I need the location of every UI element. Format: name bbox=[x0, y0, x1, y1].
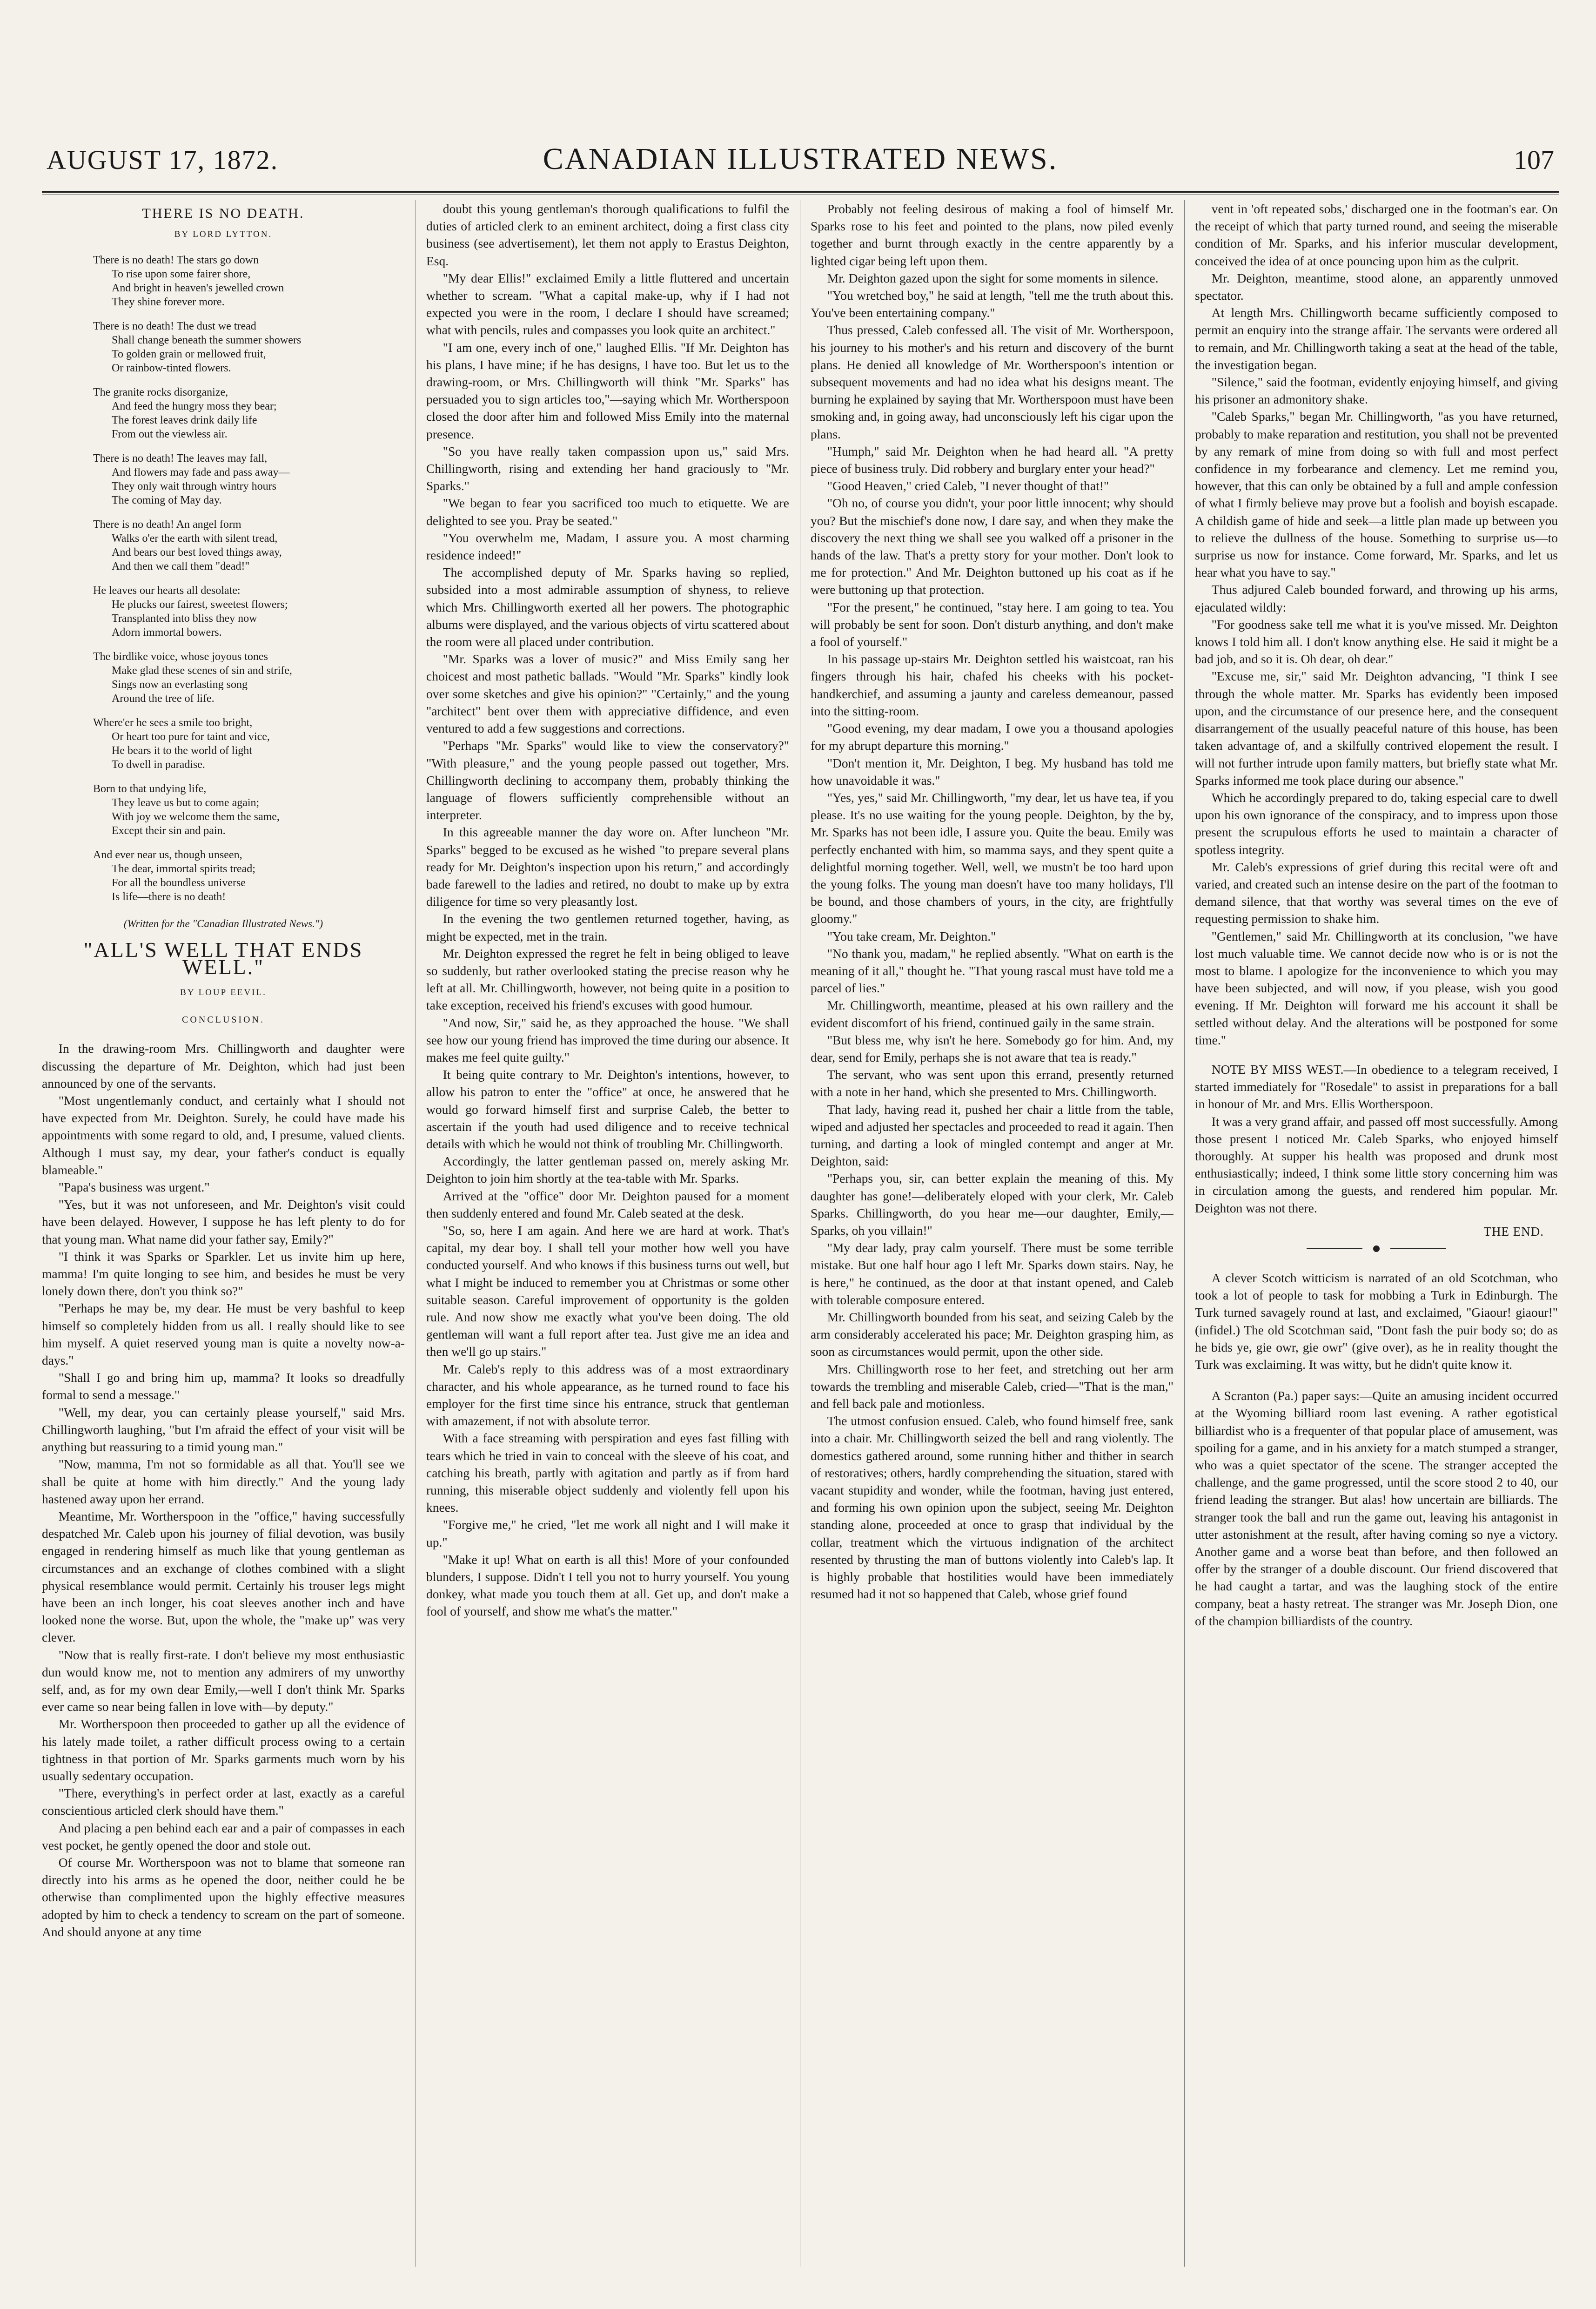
article-paragraph: That lady, having read it, pushed her chair a little from the table, wiped and adjusted her spectacles and proceeded to read it again. Then turning, and darting a look of mingled contempt and anger at Mr. Deighton, said: bbox=[811, 1102, 1174, 1169]
article-paragraph: "You overwhelm me, Madam, I assure you. A most charming residence indeed!" bbox=[426, 530, 789, 563]
article-paragraph: "For the present," he continued, "stay here. I am going to tea. You will probably be sent for soon. Don't disturb anything, and don't make a fool of yourself." bbox=[811, 599, 1174, 649]
article-paragraph: "We began to fear you sacrificed too much to etiquette. We are delighted to see you. Pray be seated." bbox=[426, 496, 789, 528]
poem-line: Walks o'er the earth with silent tread, bbox=[112, 532, 278, 545]
page-number: 107 bbox=[1514, 145, 1554, 175]
poem-line: The forest leaves drink daily life bbox=[112, 414, 257, 427]
poem-line: With joy we welcome them the same, bbox=[112, 811, 280, 823]
poem-line: Except their sin and pain. bbox=[112, 825, 226, 837]
poem-line: Adorn immortal bowers. bbox=[112, 626, 222, 639]
article-paragraph: "There, everything's in perfect order at last, exactly as a careful conscientious articled clerk should have them." bbox=[42, 1786, 405, 1818]
poem-stanza bbox=[93, 650, 405, 706]
article-paragraph: NOTE BY MISS WEST.—In obedience to a telegram received, I started immediately for "Rosedale" to assist in preparations for a ball in honour of Mr. and Mrs. Ellis Wortherspoon. bbox=[1195, 1062, 1558, 1111]
article-paragraph: "Yes, but it was not unforeseen, and Mr. Deighton's visit could have been delayed. However, I suppose he has left plenty to do for that young man. What name did your father say, Emily?" bbox=[42, 1197, 405, 1246]
poem-line: They shine forever more. bbox=[112, 296, 225, 309]
article-paragraph: vent in 'oft repeated sobs,' discharged one in the footman's ear. On the receipt of which that party turned round, and seeing the miserable condition of Mr. Sparks, and his inferior muscular development, conceived the idea of at once pouncing upon him as the culprit. bbox=[1195, 202, 1558, 268]
article-paragraph: "Make it up! What on earth is all this! More of your confounded blunders, I suppose. Didn't I tell you not to hurry yourself. You young donkey, what made you touch them at all. Get up, and don't make a fool of yourself, and show me what's the matter." bbox=[426, 1552, 789, 1619]
poem-line: The dear, immortal spirits tread; bbox=[112, 863, 255, 875]
article-paragraph: Mr. Deighton expressed the regret he felt in being obliged to leave so suddenly, but rather overlooked stating the precise reason why he left at all. Mr. Chillingworth, however, not being quite in a position to take exception, received his friend's excuses with good humour. bbox=[426, 946, 789, 1013]
poem-line: For all the boundless universe bbox=[112, 877, 246, 889]
article-paragraph: "No thank you, madam," he replied absently. "What on earth is the meaning of it all," thought he. "That young rascal must have told me a parcel of lies." bbox=[811, 946, 1174, 996]
poem-line: Or heart too pure for taint and vice, bbox=[112, 731, 270, 743]
article-paragraph: "You take cream, Mr. Deighton." bbox=[827, 929, 996, 943]
poem-line: To golden grain or mellowed fruit, bbox=[112, 348, 266, 361]
article-paragraph: "Papa's business was urgent." bbox=[58, 1180, 210, 1195]
poem-stanza bbox=[93, 385, 405, 441]
poem-line: To dwell in paradise. bbox=[112, 759, 205, 771]
article-paragraph: And placing a pen behind each ear and a pair of compasses in each vest pocket, he gently opened the door and stole out. bbox=[42, 1820, 405, 1852]
article-paragraph: "So you have really taken compassion upon us," said Mrs. Chillingworth, rising and extending her hand graciously to "Mr. Sparks." bbox=[426, 444, 789, 493]
newspaper-title: CANADIAN ILLUSTRATED NEWS. bbox=[543, 142, 1058, 176]
poem-stanza bbox=[93, 848, 405, 904]
article-paragraph: In his passage up-stairs Mr. Deighton settled his waistcoat, ran his fingers through his hair, chafed his cheeks with his pocket-handkerchief, and assuming a jaunty and careless demeanour, passed into the sitting-room. bbox=[811, 652, 1174, 718]
poem-line: Or rainbow-tinted flowers. bbox=[112, 362, 231, 375]
column-4 bbox=[1195, 200, 1558, 2267]
article-paragraph: "Oh no, of course you didn't, your poor little innocent; why should you? But the mischief's done now, I dare say, and when they make the discovery the next thing we shall see you walked off a prisoner in the hands of the law. That's a pretty story for your mother. Don't look to me for protection." And Mr. Deighton buttoned up his coat as if he were buttoning up that protection. bbox=[811, 496, 1174, 597]
poem-line: He plucks our fairest, sweetest flowers; bbox=[112, 599, 288, 611]
article-paragraph: The utmost confusion ensued. Caleb, who found himself free, sank into a chair. Mr. Chillingworth seized the bell and rang violently. The domestics gathered around, some running hither and thither in search of restoratives; others, hardly comprehending the situation, stared with vacant stupidity and wonder, while the footman, having just entered, and forming his own opinion upon the subject, seeing Mr. Deighton standing alone, proceeded at once to grasp that individual by the collar, treatment which the virtuous indignation of the architect resented by thrusting the man of buttons violently into Caleb's lap. It is highly probable that hostilities would have been immediately resumed had it not so happened that Caleb, whose grief found bbox=[811, 1414, 1174, 1602]
poem-line: Transplanted into bliss they now bbox=[112, 613, 257, 625]
article-paragraph: With a face streaming with perspiration and eyes fast filling with tears which he tried in vain to conceal with the sleeve of his coat, and catching his breath, partly with agitation and partly as if from hard running, this miserable object suddenly and violently fell upon his knees. bbox=[426, 1431, 789, 1515]
article-paragraph: "But bless me, why isn't he here. Somebody go for him. And, my dear, send for Emily, perhaps she is not aware that tea is ready." bbox=[811, 1032, 1174, 1064]
poem-stanza bbox=[93, 253, 405, 309]
the-end-label: THE END. bbox=[1483, 1224, 1544, 1239]
article-paragraph: "Forgive me," he cried, "let me work all night and I will make it up." bbox=[426, 1517, 789, 1549]
poem-line: And ever near us, though unseen, bbox=[93, 849, 242, 862]
poem-line: Shall change beneath the summer showers bbox=[112, 334, 302, 347]
story-chapter: CONCLUSION. bbox=[182, 1015, 265, 1025]
poem-line: They only wait through wintry hours bbox=[112, 480, 276, 493]
poem-line: Is life—there is no death! bbox=[112, 891, 226, 903]
article-paragraph: "For goodness sake tell me what it is you've missed. Mr. Deighton knows I told him all. I don't know anything else. He said it might be a bad job, and so it is. Oh dear, oh dear." bbox=[1195, 617, 1558, 666]
article-paragraph: The servant, who was sent upon this errand, presently returned with a note in her hand, which she presented to Mrs. Chillingworth. bbox=[811, 1067, 1174, 1099]
article-paragraph: In the drawing-room Mrs. Chillingworth and daughter were discussing the departure of Mr. Deighton, which had just been announced by one of the servants. bbox=[42, 1041, 405, 1091]
poem-line: There is no death! The dust we tread bbox=[93, 320, 256, 333]
article-paragraph: It was a very grand affair, and passed off most successfully. Among those present I noticed Mr. Caleb Sparks, who enjoyed himself thoroughly. At supper his health was proposed and drunk most enthusiastically; indeed, I think some little story concerning him was in circulation among the guests, and rendered him popular. Mr. Deighton was not there. bbox=[1195, 1114, 1558, 1215]
poem-line: There is no death! The stars go down bbox=[93, 254, 259, 267]
article-paragraph: Mr. Deighton, meantime, stood alone, an apparently unmoved spectator. bbox=[1195, 270, 1558, 303]
article-paragraph: Thus adjured Caleb bounded forward, and throwing up his arms, ejaculated wildly: bbox=[1195, 582, 1558, 614]
article-paragraph: doubt this young gentleman's thorough qualifications to fulfil the duties of articled clerk to an eminent architect, doing a first class city business (see advertisement), let them not apply to Erastus Deighton, Esq. bbox=[426, 202, 789, 268]
article-paragraph: At length Mrs. Chillingworth became sufficiently composed to permit an enquiry into the strange affair. The servants were ordered all to remain, and Mr. Chillingworth taking a seat at the head of the table, the investigation began. bbox=[1195, 305, 1558, 372]
column-2-text bbox=[426, 200, 789, 1620]
poem-title: THERE IS NO DEATH. bbox=[142, 206, 305, 221]
article-paragraph: Meantime, Mr. Wortherspoon in the "office," having successfully despatched Mr. Caleb upon his journey of filial devotion, was busily engaged in rendering himself as much like that young gentleman as circumstances and an exchange of clothes combined with a slight physical resemblance would permit. Certainly his trouser legs might have been an inch longer, his coat sleeves another inch and have looked none the worse. But, upon the whole, the "make up" was very clever. bbox=[42, 1508, 405, 1645]
article-paragraph: "Gentlemen," said Mr. Chillingworth at its conclusion, "we have lost much valuable time. We cannot decide now who is or is not the most to blame. I apologize for the inconvenience to which you may have been subjected, and will now, if you please, wish you good evening. If Mr. Deighton will forward me his account it shall be settled without delay. And the alterations will be postponed for some time." bbox=[1195, 929, 1558, 1047]
article-paragraph: "Good evening, my dear madam, I owe you a thousand apologies for my abrupt departure this morning." bbox=[811, 721, 1174, 753]
poem-stanza bbox=[93, 451, 405, 507]
article-paragraph: Mr. Chillingworth, meantime, pleased at his own raillery and the evident discomfort of his friend, continued gaily in the same strain. bbox=[811, 998, 1174, 1030]
poem-line: And feed the hungry moss they bear; bbox=[112, 400, 277, 413]
poem-line: Around the tree of life. bbox=[112, 693, 215, 705]
article-paragraph: Accordingly, the latter gentleman passed on, merely asking Mr. Deighton to join him shortly at the tea-table with Mr. Sparks. bbox=[426, 1154, 789, 1186]
poem-byline: BY LORD LYTTON. bbox=[174, 229, 273, 240]
article-paragraph: Arrived at the "office" door Mr. Deighton paused for a moment then suddenly entered and found Mr. Caleb seated at the desk. bbox=[426, 1188, 789, 1220]
poem-line: He bears it to the world of light bbox=[112, 745, 252, 757]
article-paragraph: Mr. Caleb's expressions of grief during this recital were oft and varied, and created such an intense desire on the part of the footman to demand silence, that that worthy was several times on the eve of requesting permission to shake him. bbox=[1195, 859, 1558, 926]
poem-line: And then we call them "dead!" bbox=[112, 560, 250, 573]
article-paragraph: "Most ungentlemanly conduct, and certainly what I should not have expected from Mr. Deighton. Surely, he could have made his appointments with some regard to old, and, I presume, valued clients. Although I must say, my dear, your father's conduct is equally blameable." bbox=[42, 1093, 405, 1177]
poem-line: The granite rocks disorganize, bbox=[93, 386, 228, 399]
masthead bbox=[42, 140, 1559, 193]
column-3-text bbox=[811, 200, 1174, 1602]
article-paragraph: Mrs. Chillingworth rose to her feet, and stretching out her arm towards the trembling and miserable Caleb, cried—"That is the man," and fell back pale and motionless. bbox=[811, 1361, 1174, 1411]
article-paragraph: The accomplished deputy of Mr. Sparks having so replied, subsided into a most admirable assumption of shyness, to relieve which Mrs. Chillingworth exerted all her powers. The photographic albums were displayed, and the various objects of virtu scattered about the room were all placed under contribution. bbox=[426, 565, 789, 649]
article-paragraph: In this agreeable manner the day wore on. After luncheon "Mr. Sparks" begged to be excused as he wished "to prepare several plans ready for Mr. Deighton's inspection upon his return," and accordingly bade farewell to the ladies and retired, no doubt to make up by extra diligence for time so very pleasantly lost. bbox=[426, 825, 789, 909]
article-paragraph: "Perhaps "Mr. Sparks" would like to view the conservatory?" "With pleasure," and the young people passed out together, Mrs. Chillingworth declining to accompany them, probably thinking the language of flowers sufficiently comprehensible without an interpreter. bbox=[426, 738, 789, 822]
poem-line: There is no death! An angel form bbox=[93, 518, 241, 531]
poem-line: Born to that undying life, bbox=[93, 783, 207, 795]
article-paragraph: Which he accordingly prepared to do, taking especial care to dwell upon his own ignorance of the conspiracy, and to impress upon those present the scrupulous efforts he used to maintain a character of spotless integrity. bbox=[1195, 790, 1558, 857]
ornament-divider bbox=[1195, 1244, 1558, 1253]
poem-line: The birdlike voice, whose joyous tones bbox=[93, 651, 268, 663]
column-4-text bbox=[1195, 200, 1558, 1629]
article-paragraph: A Scranton (Pa.) paper says:—Quite an amusing incident occurred at the Wyoming billiard room last evening. A rather egotistical billiardist who is a frequenter of that popular place of amusement, was spoiling for a game, and in his anxiety for a match stumped a stranger, who was a quiet spectator of the scene. The stranger accepted the challenge, and the game progressed, until the score stood 2 to 40, our friend leading the stranger. But alas! how uncertain are billiards. The stranger took the ball and run the game out, leaving his antagonist in utter astonishment at the result, after having coming so nye a victory. Another game and a worse beat than before, and then followed an offer by the stranger of a double discount. Our friend discovered that he had caught a tartar, and was the laughing stock of the entire company, beat a hasty retreat. The stranger was Mr. Joseph Dion, one of the champion billiardists of the country. bbox=[1195, 1388, 1558, 1628]
article-paragraph: "Humph," said Mr. Deighton when he had heard all. "A pretty piece of business truly. Did robbery and burglary enter your head?" bbox=[811, 444, 1174, 476]
poem-stanza bbox=[93, 518, 405, 573]
story-byline: BY LOUP EEVIL. bbox=[180, 988, 267, 998]
article-paragraph: "Don't mention it, Mr. Deighton, I beg. My husband has told me how unavoidable it was." bbox=[811, 755, 1174, 788]
column-divider bbox=[1184, 200, 1185, 2267]
poem-line: They leave us but to come again; bbox=[112, 797, 260, 809]
article-paragraph: "Now, mamma, I'm not so formidable as all that. You'll see we shall be quite at home with him directly." And the young lady hastened away upon her errand. bbox=[42, 1457, 405, 1506]
article-paragraph: "Perhaps you, sir, can better explain the meaning of this. My daughter has gone!—deliberately eloped with your clerk, Mr. Caleb Sparks. Chillingworth, do you hear me—our daughter, Emily,—Sparks, oh you villain!" bbox=[811, 1171, 1174, 1238]
article-paragraph: Probably not feeling desirous of making a fool of himself Mr. Sparks rose to his feet and pointed to the plans, now piled evenly together and burnt through exactly in the centre apparently by a lighted cigar being left upon them. bbox=[811, 202, 1174, 268]
article-paragraph: In the evening the two gentlemen returned together, having, as might be expected, met in the train. bbox=[426, 911, 789, 943]
poem-stanza bbox=[93, 782, 405, 838]
article-paragraph: A clever Scotch witticism is narrated of an old Scotchman, who took a lot of people to task for mobbing a Turk in Edinburgh. The Turk turned savagely round at last, and exclaimed, "Giaour! giaour!" (infidel.) The old Scotchman said, "Dont fash the puir body so; do as he bids ye, gie owr, gie owr" (give over), as he in reality thought the Turk was exclaiming. It was witty, but he didn't quite know it. bbox=[1195, 1270, 1558, 1372]
story-dedication: (Written for the "Canadian Illustrated News.") bbox=[123, 918, 323, 930]
poem-line: To rise upon some fairer shore, bbox=[112, 268, 251, 281]
article-paragraph: Thus pressed, Caleb confessed all. The visit of Mr. Wortherspoon, his journey to his mother's and his return and discovery of the burnt plans. He denied all knowledge of Mr. Wortherspoon's intention or subsequent movements and had no idea what his designs meant. The burning he explained by saying that Mr. Wortherspoon must have been smoking and, in going away, had unconsciously left his cigar upon the plans. bbox=[811, 323, 1174, 441]
article-paragraph: "Mr. Sparks was a lover of music?" and Miss Emily sang her choicest and most pathetic ballads. "Would "Mr. Sparks" kindly look over some sketches and give his opinion?" "Certainly," and the young "architect" bent over them with appreciative diffidence, and even ventured to add a few suggestions and corrections. bbox=[426, 652, 789, 736]
article-paragraph: Of course Mr. Wortherspoon was not to blame that someone ran directly into his arms as he opened the door, neither could he be otherwise than complimented upon the highly effective measures adopted by him to check a tendency to scream on the part of someone. And should anyone at any time bbox=[42, 1855, 405, 1939]
poem-line: The coming of May day. bbox=[112, 494, 222, 507]
poem-line: Sings now an everlasting song bbox=[112, 679, 248, 691]
poem-line: From out the viewless air. bbox=[112, 428, 228, 441]
article-paragraph: "Shall I go and bring him up, mamma? It looks so dreadfully formal to send a message." bbox=[42, 1370, 405, 1402]
poem-line: And flowers may fade and pass away— bbox=[112, 466, 290, 479]
page-columns bbox=[42, 200, 1559, 2267]
article-paragraph: "Perhaps he may be, my dear. He must be very bashful to keep himself so completely hidden from us all. I really should like to see him myself. A quiet reserved young man is quite a novelty now-a-days." bbox=[42, 1301, 405, 1368]
article-paragraph: Mr. Chillingworth bounded from his seat, and seizing Caleb by the arm considerably accelerated his pace; Mr. Deighton grasping him, as soon as circumstances would permit, upon the other side. bbox=[811, 1310, 1174, 1359]
article-paragraph: "So, so, here I am again. And here we are hard at work. That's capital, my dear boy. I shall tell your mother how well you have conducted yourself. And who knows if this business turns out well, but what I might be induced to remember you at Christmas or some other suitable season. Careful improvement of opportunity is the golden rule. And now show me exactly what you've been doing. The old gentleman will want a full report after tea. Just give me an idea and then we'll go up stairs." bbox=[426, 1223, 789, 1359]
poem-line: There is no death! The leaves may fall, bbox=[93, 452, 268, 465]
article-paragraph: "I am one, every inch of one," laughed Ellis. "If Mr. Deighton has his plans, I have mine; if he has designs, I have too. But let us to the drawing-room, or Mrs. Chillingworth will think "Mr. Sparks" has persuaded you to sign articles too,"—saying which Mr. Wortherspoon closed the door after him and followed Miss Emily into the maternal presence. bbox=[426, 340, 789, 441]
article-paragraph: "Now that is really first-rate. I don't believe my most enthusiastic dun would know me, not to mention any admirers of my unworthy self, and, as for my own dear Emily,—well I don't think Mr. Sparks ever came so near being fallen in love with—by deputy." bbox=[42, 1647, 405, 1714]
article-paragraph: "Caleb Sparks," began Mr. Chillingworth, "as you have returned, probably to make reparation and restitution, you shall not be prevented by any remark of mine from doing so with full and most perfect confidence in my forbearance and clemency. Let me remind you, however, that this can only be obtained by a full and ample confession of what I firmly believe may prove but a foolish and boyish escapade. A childish game of hide and seek—a little plan made up between you to relieve the dullness of the house. Something to surprise us—to surprise us now for instance. Come forward, Mr. Sparks, and let us hear what you have to say." bbox=[1195, 409, 1558, 580]
poem-line: Where'er he sees a smile too bright, bbox=[93, 717, 253, 729]
article-paragraph: "You wretched boy," he said at length, "tell me the truth about this. You've been entertaining company." bbox=[811, 288, 1174, 320]
poem-line: And bright in heaven's jewelled crown bbox=[112, 282, 284, 295]
column-2 bbox=[426, 200, 789, 2267]
article-paragraph: "I think it was Sparks or Sparkler. Let us invite him up here, mamma! I'm quite longing to see him, and besides he must be very lonely down there, don't you think so?" bbox=[42, 1249, 405, 1299]
story-title: "ALL'S WELL THAT ENDS WELL." bbox=[83, 937, 363, 979]
article-paragraph: It being quite contrary to Mr. Deighton's intentions, however, to allow his patron to enter the "office" at once, he answered that he would go forward himself first and surprise Caleb, the better to ascertain if the youth had used diligence and to receive technical details with which he would not think of troubling Mr. Chillingworth. bbox=[426, 1067, 789, 1151]
article-paragraph: "My dear lady, pray calm yourself. There must be some terrible mistake. But one half hour ago I left Mr. Sparks down stairs. Nay, he is here," he continued, as the door at that instant opened, and Caleb with tolerable composure entered. bbox=[811, 1240, 1174, 1307]
poem-stanza bbox=[93, 716, 405, 772]
column-3 bbox=[811, 200, 1174, 2267]
issue-date: AUGUST 17, 1872. bbox=[47, 145, 279, 175]
article-paragraph: "Silence," said the footman, evidently enjoying himself, and giving his prisoner an admonitory shake. bbox=[1195, 375, 1558, 407]
article-paragraph: Mr. Deighton gazed upon the sight for some moments in silence. bbox=[827, 270, 1159, 285]
article-paragraph: "Good Heaven," cried Caleb, "I never thought of that!" bbox=[827, 478, 1109, 493]
poem-line: Make glad these scenes of sin and strife, bbox=[112, 665, 292, 677]
article-paragraph: "Well, my dear, you can certainly please yourself," said Mrs. Chillingworth laughing, "but I'm afraid the effect of your visit will be anything but reassuring to a timid young man." bbox=[42, 1405, 405, 1454]
poem-line: He leaves our hearts all desolate: bbox=[93, 585, 241, 597]
poem-line: And bears our best loved things away, bbox=[112, 546, 282, 559]
column-1 bbox=[42, 200, 405, 2267]
article-paragraph: "And now, Sir," said he, as they approached the house. "We shall see how our young friend has improved the time during our absence. It makes me feel quite guilty." bbox=[426, 1015, 789, 1064]
article-paragraph: "My dear Ellis!" exclaimed Emily a little fluttered and uncertain whether to scream. "What a capital make-up, why if I had not expected you were in the room, I declare I should have screamed; what with pencils, rules and compasses you look quite an architect." bbox=[426, 270, 789, 337]
poem-stanza bbox=[93, 584, 405, 640]
column-1-text bbox=[42, 1040, 405, 1940]
article-paragraph: "Yes, yes," said Mr. Chillingworth, "my dear, let us have tea, if you please. It's no use waiting for the young people. Deighton, by the by, Mr. Sparks has not been idle, I assure you. Quite the beau. Emily was perfectly enchanted with him, so mamma says, and they spent quite a delightful morning together. Well, well, we mustn't be too hard upon the young folks. The young man doesn't have too many holidays, I'll be bound, and those chambers of yours, in the city, are frightfully gloomy." bbox=[811, 790, 1174, 926]
article-paragraph: Mr. Caleb's reply to this address was of a most extraordinary character, and his whole appearance, as he turned round to face his employer for the first time since his entrance, struck that gentleman with amazement, if not with absolute terror. bbox=[426, 1361, 789, 1428]
poem-body bbox=[42, 253, 405, 904]
poem-stanza bbox=[93, 319, 405, 375]
article-paragraph: Mr. Wortherspoon then proceeded to gather up all the evidence of his lately made toilet, a rather difficult process owing to a certain tightness in that portion of Mr. Sparks garments much worn by his usually sedentary occupation. bbox=[42, 1717, 405, 1783]
article-paragraph: "Excuse me, sir," said Mr. Deighton advancing, "I think I see through the whole matter. Mr. Sparks has evidently been imposed upon, and the circumstance of our presence here, and the consequent disarrangement of the usually peaceful nature of this house, has been taken advantage of, and a skilfully contrived elopement the result. I will not further intrude upon family matters, but briefly state what Mr. Sparks informed me took place during our absence." bbox=[1195, 669, 1558, 788]
